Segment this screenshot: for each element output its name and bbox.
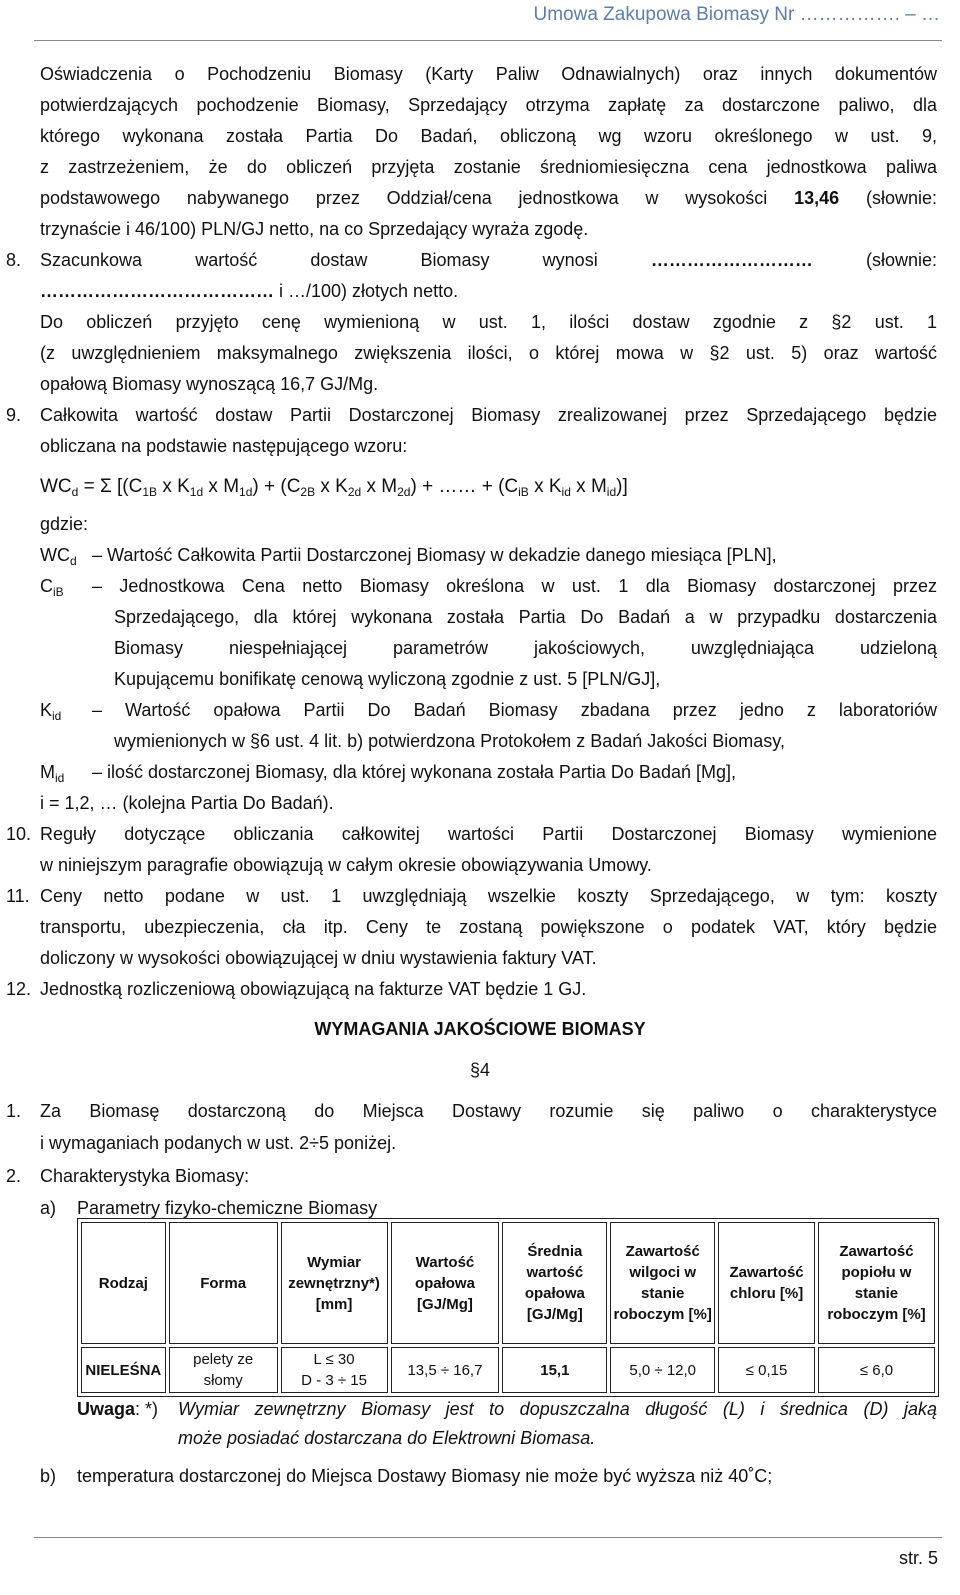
cell-wartosc: 13,5 ÷ 16,7	[391, 1347, 500, 1393]
def-m-text: – ilość dostarczonej Biomasy, dla której wykonana została Partia Do Badań [Mg],	[92, 762, 736, 782]
def-c-line-1: – Jednostkowa Cena netto Biomasy określona w ust. 1 dla Biomasy dostarczonej przez	[92, 576, 937, 596]
table-row	[81, 1347, 935, 1393]
def-i-text: i = 1,2, … (kolejna Partia Do Badań).	[40, 793, 334, 813]
p12-line-1: Jednostką rozliczeniową obowiązującą na fakturze VAT będzie 1 GJ.	[40, 979, 587, 999]
section-title: WYMAGANIA JAKOŚCIOWE BIOMASY	[314, 1019, 646, 1039]
p8-line-2: ………………………………… i …/100) złotych netto.	[40, 281, 459, 301]
table-header: Zawartość wilgoci w stanie roboczym [%]	[610, 1222, 715, 1344]
def-c-line-2: Sprzedającego, dla której wykonana została Partia Do Badań a w przypadku dostarczenia	[114, 607, 937, 627]
table-header-row	[81, 1222, 935, 1344]
table-header: Zawartość popiołu w stanie roboczym [%]	[818, 1222, 935, 1344]
p10-line-2: w niniejszym paragrafie obowiązują w całym okresie obowiązywania Umowy.	[40, 855, 652, 875]
cell-wilgoc: 5,0 ÷ 12,0	[610, 1347, 715, 1393]
uwaga-line-2: może posiadać dostarczana do Elektrowni Biomasa.	[178, 1428, 596, 1448]
table-header: Średnia wartość opałowa [GJ/Mg]	[502, 1222, 607, 1344]
p9-line-1: Całkowita wartość dostaw Partii Dostarczonej Biomasy zrealizowanej przez Sprzedającego będzie	[40, 405, 937, 425]
p11-line-3: doliczony w wysokości obowiązującej w dniu wystawienia faktury VAT.	[40, 948, 597, 968]
s1-line-2: i wymaganiach podanych w ust. 2÷5 poniżej.	[40, 1133, 397, 1153]
p7-line-3: którego wykonana została Partia Do Badań, obliczoną wg wzoru określonego w ust. 9,	[40, 126, 937, 146]
def-k-symbol: $K_{id}$	[40, 700, 62, 723]
footer-divider	[34, 1537, 942, 1538]
p9-line-2: obliczana na podstawie następującego wzoru:	[40, 436, 408, 456]
p8-line-1: Szacunkowa wartość dostaw Biomasy wynosi ……………………… (słownie:	[40, 250, 938, 270]
price-value: 13,46	[794, 188, 840, 208]
p7-line-2: potwierdzających pochodzenie Biomasy, Sprzedający otrzyma zapłatę za dostarczone paliwo, dla	[40, 95, 937, 115]
document-header-title: Umowa Zakupowa Biomasy Nr ……………. – …	[533, 4, 940, 25]
p9-number: 9.	[6, 405, 22, 425]
table-header: Wymiar zewnętrzny*) [mm]	[281, 1222, 388, 1344]
s2-line-1: Charakterystyka Biomasy:	[40, 1166, 250, 1186]
def-c-symbol: $C_{iB}$	[40, 576, 64, 599]
cell-forma: pelety ze słomy	[169, 1347, 278, 1393]
words-value-blank: …………………………………	[40, 281, 274, 301]
p11-line-2: transportu, ubezpieczenia, cła itp. Ceny te zostaną powiększone o podatek VAT, który będzie	[40, 917, 937, 937]
def-wc-text: – Wartość Całkowita Partii Dostarczonej Biomasy w dekadzie danego miesiąca [PLN],	[92, 545, 777, 565]
p8-line-4: (z uwzględnieniem maksymalnego zwiększenia ilości, o której mowa w §2 ust. 5) oraz wartość	[40, 343, 937, 363]
s1-number: 1.	[6, 1101, 22, 1121]
p7-line-6: trzynaście i 46/100) PLN/GJ netto, na co Sprzedający wyraża zgodę.	[40, 219, 589, 239]
table-header: Zawartość chloru [%]	[718, 1222, 815, 1344]
uwaga-line-1: Wymiar zewnętrzny Biomasy jest to dopuszczalna długość (L) i średnica (D) jaką	[178, 1399, 937, 1419]
page-number: str. 5	[898, 1548, 938, 1568]
table-header: Rodzaj	[81, 1222, 166, 1344]
s1-line-1: Za Biomasę dostarczoną do Miejsca Dostawy rozumie się paliwo o charakterystyce	[40, 1101, 937, 1121]
def-c-line-3: Biomasy niespełniającej parametrów jakościowych, uwzględniająca udzieloną	[114, 638, 937, 658]
def-m-symbol: $M_{id}$	[40, 762, 65, 785]
p7-line-5: podstawowego nabywanego przez Oddział/cena jednostkowa w wysokości 13,46 (słownie:	[40, 188, 938, 208]
p8-line-3: Do obliczeń przyjęto cenę wymienioną w ust. 1, ilości dostaw zgodnie z §2 ust. 1	[40, 312, 937, 332]
p7-line-1: Oświadczenia o Pochodzeniu Biomasy (Karty Paliw Odnawialnych) oraz innych dokumentów	[40, 64, 937, 84]
header-divider	[34, 40, 942, 41]
p7-line-4: z zastrzeżeniem, że do obliczeń przyjęta zostanie średniomiesięczna cena jednostkowa paliwa	[40, 157, 937, 177]
p10-number: 10.	[6, 824, 32, 844]
def-k-line-1: – Wartość opałowa Partii Do Badań Biomasy zbadana przez jedno z laboratoriów	[92, 700, 937, 720]
p8-line-5: opałową Biomasy wynoszącą 16,7 GJ/Mg.	[40, 374, 379, 394]
p8-number: 8.	[6, 250, 22, 270]
estimated-value-blank: ………………………	[650, 250, 813, 270]
s2-number: 2.	[6, 1166, 22, 1186]
cell-popiol: ≤ 6,0	[818, 1347, 935, 1393]
p11-number: 11.	[6, 886, 30, 906]
gdzie-label: gdzie:	[40, 514, 89, 534]
b-label: b)	[40, 1466, 57, 1486]
p12-number: 12.	[6, 979, 32, 999]
b-text: temperatura dostarczonej do Miejsca Dostawy Biomasy nie może być wyższa niż 40˚C;	[77, 1466, 773, 1486]
cell-wymiar: L ≤ 30 D - 3 ÷ 15	[281, 1347, 388, 1393]
s2-a-label: a)	[40, 1198, 57, 1218]
cell-srednia: 15,1	[502, 1347, 607, 1393]
def-wc-symbol: $WC_d$	[40, 545, 77, 568]
s2-a-text: Parametry fizyko-chemiczne Biomasy	[77, 1198, 378, 1218]
uwaga-label: Uwaga: *)	[77, 1399, 159, 1419]
section-paragraph-number: §4	[469, 1060, 491, 1080]
table-header: Forma	[169, 1222, 278, 1344]
p11-line-1: Ceny netto podane w ust. 1 uwzględniają wszelkie koszty Sprzedającego, w tym: koszty	[40, 886, 937, 906]
cell-rodzaj: NIELEŚNA	[81, 1347, 166, 1393]
table-header: Wartość opałowa [GJ/Mg]	[391, 1222, 500, 1344]
formula: $WC_d = \Sigma$ [($C_{1B}$ x $K_{1d}$ x $M_{1d}) + (C_{2B}$ x $K_{2d}$ x $M_{2d}$) + …… + ($C_{iB}$ x $K_{id}$ x $M_{id}$)]	[40, 476, 628, 499]
def-k-line-2: wymienionych w §6 ust. 4 lit. b) potwierdzona Protokołem z Badań Jakości Biomasy,	[114, 731, 785, 751]
biomass-parameters-table	[77, 1218, 939, 1397]
def-c-line-4: Kupującemu bonifikatę cenową wyliczoną zgodnie z ust. 5 [PLN/GJ],	[114, 669, 661, 689]
cell-chlor: ≤ 0,15	[718, 1347, 815, 1393]
p10-line-1: Reguły dotyczące obliczania całkowitej wartości Partii Dostarczonej Biomasy wymienione	[40, 824, 937, 844]
